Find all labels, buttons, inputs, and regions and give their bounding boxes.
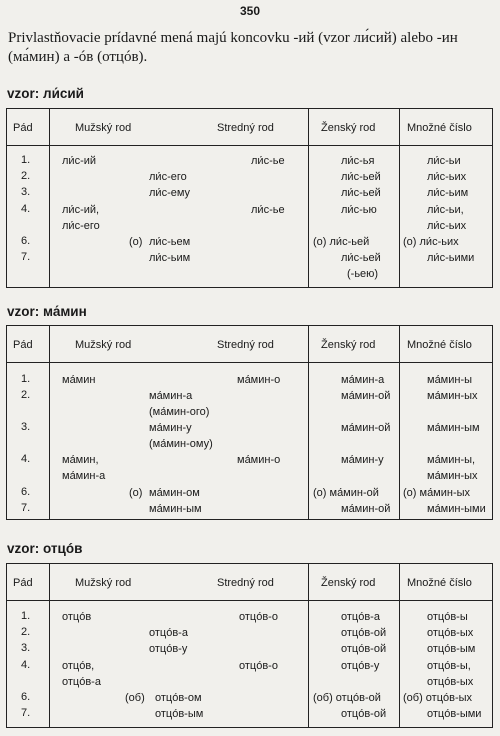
declension-table-otcov (6, 563, 493, 728)
header-neuter: Stredný rod (217, 577, 274, 589)
fem-form: ли́с-ьей (341, 187, 381, 199)
masc-form: отцóв-а (62, 676, 101, 688)
neut-form: ма́мин-о (237, 454, 281, 466)
header-neuter: Stredný rod (217, 122, 274, 134)
header-plural: Množné číslo (407, 577, 472, 589)
masc-form: ли́с-его (149, 171, 187, 183)
case-label: 4. (21, 203, 31, 215)
masc-form: (ма́мин-ого) (149, 406, 210, 418)
masc-form: ма́мин-ом (149, 487, 200, 499)
declension-table-lisij (6, 108, 493, 288)
declension-table-mamin (6, 325, 493, 520)
fem-form: отцóв-а (341, 611, 380, 623)
masc-form: ли́с-его (62, 220, 100, 232)
neut-form: ли́с-ье (251, 204, 285, 216)
masc-form: ли́с-ьим (149, 252, 191, 264)
case-label: 1. (21, 610, 31, 622)
plural-form: ма́мин-ыми (427, 503, 486, 515)
header-neuter: Stredný rod (217, 339, 274, 351)
masc-form: ли́с-ему (149, 187, 191, 199)
plural-form: ма́мин-ым (427, 422, 480, 434)
header-pad: Pád (13, 122, 33, 134)
plural-form: отцóв-ы (427, 611, 468, 623)
header-masculine: Mužský rod (75, 122, 132, 134)
header-plural: Množné číslo (407, 339, 472, 351)
preposition: (об) (125, 692, 145, 704)
case-label: 1. (21, 154, 31, 166)
masc-form: ма́мин (62, 374, 96, 386)
fem-form: отцóв-ой (341, 627, 387, 639)
header-masculine: Mužský rod (75, 577, 132, 589)
preposition: (о) (129, 236, 143, 248)
case-label: 2. (21, 389, 31, 401)
case-label: 6. (21, 691, 31, 703)
fem-form: ли́с-ьей (341, 252, 381, 264)
neut-form: ли́с-ье (251, 155, 285, 167)
fem-form: ма́мин-а (341, 374, 385, 386)
masc-form: ма́мин-а (149, 390, 193, 402)
masc-form: ли́с-ий (62, 155, 97, 167)
plural-form: ма́мин-ы, (427, 454, 476, 466)
masc-form: отцóв (62, 611, 92, 623)
vzor-heading-mamin: vzor: ма́мин (7, 304, 87, 319)
fem-form: ли́с-ью (341, 204, 377, 216)
fem-form: (о) ли́с-ьей (313, 236, 370, 248)
header-pad: Pád (13, 577, 33, 589)
plural-form: ма́мин-ых (427, 390, 478, 402)
case-label: 3. (21, 186, 31, 198)
plural-form: отцóв-ых (427, 627, 474, 639)
plural-form: ли́с-ьими (427, 252, 475, 264)
plural-form: (о) ли́с-ьих (403, 236, 459, 248)
plural-form: отцóв-ы, (427, 660, 471, 672)
intro-text: Privlastňovacie prídavné mená majú koncovku -ий (vzor ли́сий) alebo -ин (ма́мин) a -óв (отцóв). (8, 30, 458, 65)
plural-form: отцóв-ым (427, 643, 476, 655)
masc-form: отцóв-а (149, 627, 188, 639)
case-label: 1. (21, 373, 31, 385)
case-label: 2. (21, 170, 31, 182)
plural-form: ма́мин-ых (427, 470, 478, 482)
header-feminine: Ženský rod (321, 122, 376, 134)
header-pad: Pád (13, 339, 33, 351)
fem-form: ма́мин-ой (341, 390, 391, 402)
fem-form: ма́мин-у (341, 454, 384, 466)
neut-form: ма́мин-о (237, 374, 281, 386)
header-feminine: Ženský rod (321, 339, 376, 351)
header-plural: Množné číslo (407, 122, 472, 134)
masc-form: ма́мин-а (62, 470, 106, 482)
fem-form: (-ьею) (347, 268, 379, 280)
case-label: 6. (21, 486, 31, 498)
case-label: 7. (21, 502, 31, 514)
masc-form: ма́мин, (62, 454, 99, 466)
masc-form: ма́мин-у (149, 422, 192, 434)
plural-form: отцóв-ыми (427, 708, 482, 720)
plural-form: (о) ма́мин-ых (403, 487, 471, 499)
case-label: 2. (21, 626, 31, 638)
neut-form: отцóв-о (239, 660, 278, 672)
preposition: (о) (129, 487, 143, 499)
fem-form: отцóв-ой (341, 708, 387, 720)
masc-form: ли́с-ьем (149, 236, 191, 248)
fem-form: ма́мин-ой (341, 422, 391, 434)
plural-form: отцóв-ых (427, 676, 474, 688)
fem-form: отцóв-у (341, 660, 380, 672)
plural-form: ли́с-ьи (427, 155, 461, 167)
masc-form: отцóв-ом (155, 692, 202, 704)
plural-form: ли́с-ьих (427, 220, 467, 232)
case-label: 3. (21, 642, 31, 654)
case-label: 3. (21, 421, 31, 433)
page-number: 350 (239, 4, 261, 18)
case-label: 6. (21, 235, 31, 247)
case-label: 7. (21, 707, 31, 719)
fem-form: ли́с-ья (341, 155, 375, 167)
vzor-heading-lisij: vzor: ли́сий (7, 86, 84, 101)
case-label: 4. (21, 453, 31, 465)
fem-form: (об) отцóв-ой (313, 692, 381, 704)
masc-form: отцóв, (62, 660, 95, 672)
fem-form: отцóв-ой (341, 643, 387, 655)
plural-form: ли́с-ьи, (427, 204, 464, 216)
header-feminine: Ženský rod (321, 577, 376, 589)
case-label: 4. (21, 659, 31, 671)
fem-form: (о) ма́мин-ой (313, 487, 379, 499)
vzor-heading-otcov: vzor: отцóв (7, 541, 83, 556)
plural-form: ли́с-ьих (427, 171, 467, 183)
plural-form: ма́мин-ы (427, 374, 473, 386)
fem-form: ли́с-ьей (341, 171, 381, 183)
masc-form: отцóв-ым (155, 708, 204, 720)
masc-form: (ма́мин-ому) (149, 438, 213, 450)
masc-form: отцóв-у (149, 643, 188, 655)
fem-form: ма́мин-ой (341, 503, 391, 515)
case-label: 7. (21, 251, 31, 263)
masc-form: ли́с-ий, (62, 204, 100, 216)
header-masculine: Mužský rod (75, 339, 132, 351)
masc-form: ма́мин-ым (149, 503, 202, 515)
plural-form: ли́с-ьим (427, 187, 469, 199)
neut-form: отцóв-о (239, 611, 278, 623)
plural-form: (об) отцóв-ых (403, 692, 473, 704)
